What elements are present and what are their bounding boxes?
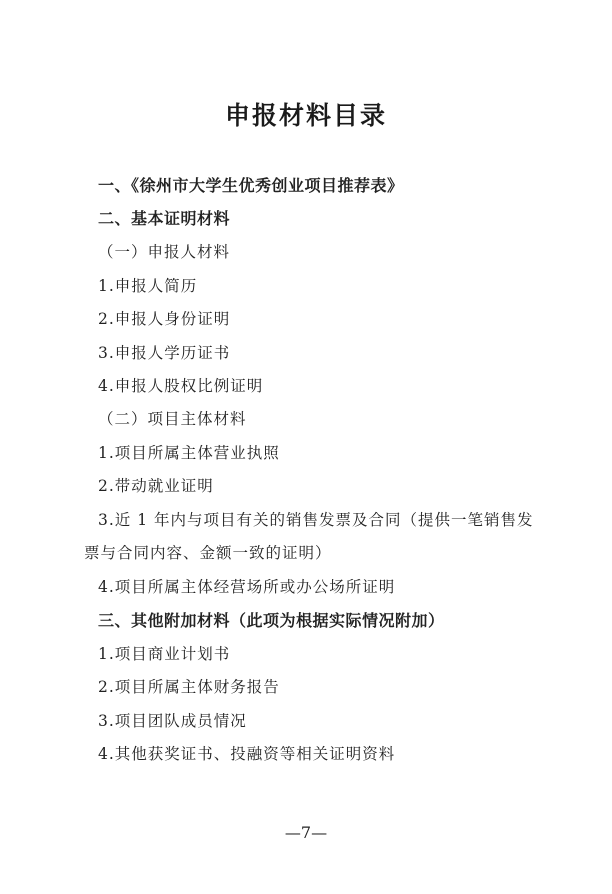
- page-number: —7—: [284, 823, 328, 842]
- list-item: 3.申报人学历证书: [98, 344, 231, 362]
- list-item: 1.项目商业计划书: [98, 645, 231, 663]
- section-heading-1: 一、《徐州市大学生优秀创业项目推荐表》: [98, 176, 404, 195]
- list-item-continuation: 票与合同内容、金额一致的证明）: [84, 544, 332, 562]
- subsection-heading-applicant: （一）申报人材料: [98, 243, 231, 261]
- list-item: 2.带动就业证明: [98, 477, 214, 495]
- list-item: 3.项目团队成员情况: [98, 712, 247, 730]
- section-heading-2: 二、基本证明材料: [98, 209, 231, 228]
- section-heading-3: 三、其他附加材料（此项为根据实际情况附加）: [98, 611, 445, 630]
- list-item: 4.申报人股权比例证明: [98, 377, 264, 395]
- list-item: 3.近 1 年内与项目有关的销售发票及合同（提供一笔销售发: [98, 511, 534, 529]
- list-item: 1.项目所属主体营业执照: [98, 444, 280, 462]
- list-item: 4.其他获奖证书、投融资等相关证明资料: [98, 745, 396, 763]
- subsection-heading-project: （二）项目主体材料: [98, 410, 247, 428]
- list-item: 2.项目所属主体财务报告: [98, 678, 280, 696]
- page-title: 申报材料目录: [224, 101, 387, 130]
- list-item: 1.申报人简历: [98, 277, 198, 295]
- list-item: 2.申报人身份证明: [98, 310, 231, 328]
- list-item: 4.项目所属主体经营场所或办公场所证明: [98, 578, 396, 596]
